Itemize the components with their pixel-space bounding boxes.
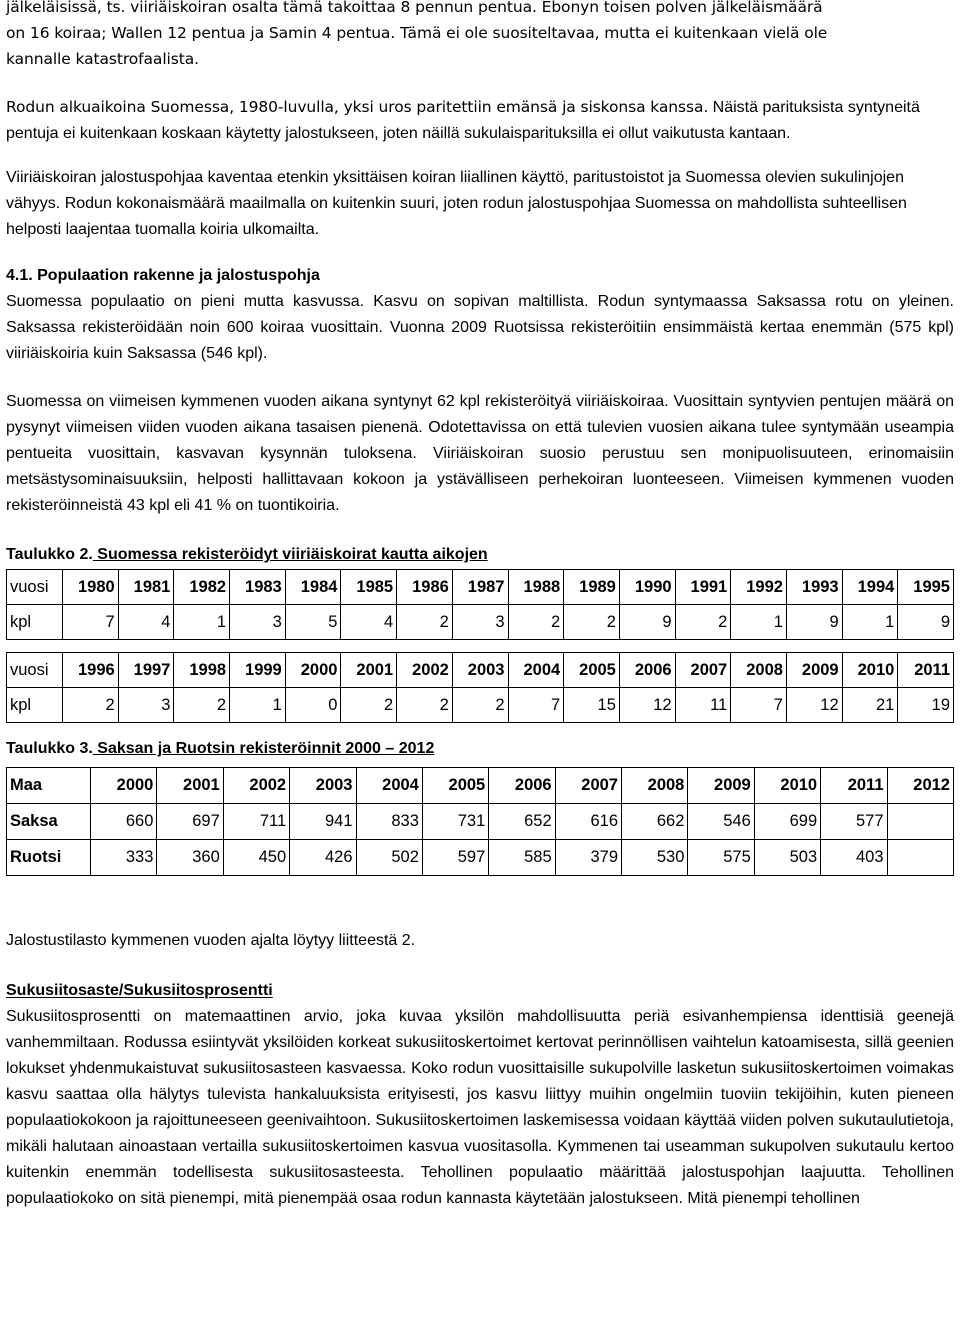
- year-cell: 2004: [356, 768, 422, 804]
- value-cell: 697: [157, 804, 223, 840]
- value-cell: 360: [157, 840, 223, 876]
- year-cell: 2004: [508, 653, 564, 688]
- year-cell: 1982: [174, 570, 230, 605]
- value-cell: 833: [356, 804, 422, 840]
- value-cell: 731: [422, 804, 488, 840]
- paragraph-populaatio: Suomessa populaatio on pieni mutta kasvussa. Kasvu on sopivan maltillista. Rodun syntymaassa Saksassa rotu on yleinen. Saksassa rekisteröidään noin 600 koiraa vuosittain. Vuonna 2009 Ruotsissa rekisteröitiin ensimmäistä kertaa enemmän (575 kpl) viiriäiskoiria kuin Saksassa (546 kpl).: [6, 293, 954, 362]
- year-cell: 1986: [397, 570, 453, 605]
- year-cell: 2011: [898, 653, 954, 688]
- year-cell: 2009: [786, 653, 842, 688]
- spacer: [6, 723, 954, 737]
- caption-title: Saksan ja Ruotsin rekisteröinnit 2000 – 2012: [92, 740, 435, 757]
- value-cell: 585: [489, 840, 555, 876]
- count-cell: 3: [452, 605, 508, 640]
- count-cell: 15: [564, 688, 620, 723]
- count-cell: 1: [842, 605, 898, 640]
- spacer: [6, 367, 954, 389]
- year-cell: 2006: [489, 768, 555, 804]
- count-cell: 2: [397, 688, 453, 723]
- count-cell: 11: [675, 688, 731, 723]
- table-row: [7, 605, 954, 640]
- value-cell: 426: [290, 840, 356, 876]
- table-row: [7, 768, 954, 804]
- row-label: Saksa: [7, 804, 91, 840]
- count-cell: 3: [230, 605, 286, 640]
- year-cell: 1981: [118, 570, 174, 605]
- section-heading-4-1: 4.1. Populaation rakenne ja jalostuspohja: [6, 267, 320, 284]
- year-cell: 2007: [555, 768, 621, 804]
- top-fragment: [6, 0, 954, 72]
- spacer: [6, 519, 954, 543]
- year-cell: 2010: [754, 768, 820, 804]
- value-cell: 546: [688, 804, 754, 840]
- year-cell: 2010: [842, 653, 898, 688]
- year-cell: 1988: [508, 570, 564, 605]
- spacer: [6, 72, 954, 94]
- table-2-block-2: [6, 652, 954, 723]
- year-cell: 1980: [63, 570, 119, 605]
- year-cell: 2007: [675, 653, 731, 688]
- count-cell: 2: [63, 688, 119, 723]
- year-cell: 1990: [619, 570, 675, 605]
- count-cell: 12: [619, 688, 675, 723]
- count-cell: 3: [118, 688, 174, 723]
- count-cell: 21: [842, 688, 898, 723]
- value-cell: 652: [489, 804, 555, 840]
- year-cell: 2003: [452, 653, 508, 688]
- spacer: [6, 147, 954, 165]
- row-label: vuosi: [7, 570, 63, 605]
- value-cell: 333: [91, 840, 157, 876]
- row-label: kpl: [7, 688, 63, 723]
- count-cell: 1: [230, 688, 286, 723]
- table-2-caption: [6, 543, 954, 567]
- value-cell: 699: [754, 804, 820, 840]
- year-cell: 1991: [675, 570, 731, 605]
- year-cell: 1992: [731, 570, 787, 605]
- year-cell: 2006: [619, 653, 675, 688]
- year-cell: 1994: [842, 570, 898, 605]
- count-cell: 1: [174, 605, 230, 640]
- text-line: on 16 koiraa; Wallen 12 pentua ja Samin 4 pentua. Tämä ei ole suositeltavaa, mutta ei kuitenkaan vielä ole: [6, 24, 828, 42]
- count-cell: 2: [564, 605, 620, 640]
- year-cell: 2012: [887, 768, 954, 804]
- year-cell: 2005: [564, 653, 620, 688]
- year-cell: 1999: [230, 653, 286, 688]
- count-cell: 2: [452, 688, 508, 723]
- count-cell: 2: [397, 605, 453, 640]
- value-cell: 403: [821, 840, 887, 876]
- table-row: [7, 804, 954, 840]
- year-cell: 2008: [622, 768, 688, 804]
- count-cell: 2: [341, 688, 397, 723]
- caption-prefix: Taulukko 3.: [6, 740, 93, 757]
- table-row: [7, 840, 954, 876]
- count-cell: 12: [786, 688, 842, 723]
- value-cell: 711: [223, 804, 289, 840]
- spacer: [6, 640, 954, 652]
- table-2-block-1: [6, 569, 954, 640]
- year-cell: 1998: [174, 653, 230, 688]
- value-cell: 450: [223, 840, 289, 876]
- spacer: [6, 243, 954, 263]
- paragraph-sukusiitos: Sukusiitosprosentti on matemaattinen arvio, joka kuvaa yksilön mahdollisuutta periä esivanhempiensa identtisiä geenejä vanhemmiltaan. Rodussa esiintyvät yksilöiden korkeat sukusiitoskertoimet kertovat perinnöllisen vaihtelun katoamisesta, sillä geenien lokukset yhdenmukaistuvat sukusiitosasteen kasvaessa. Koko rodun vuosittaisille sukupolville lasketun sukusiitoskertoimen voimakas kasvu saattaa olla hälytys tulevista hankaluuksista erityisesti, jos kasvu liittyy muihin ongelmiin tuoviin tekijöihin, kuten pieneen populaatiokokoon ja rajoittuneeseen geenivaihtoon. Sukusiitoskertoimen laskemisessa voidaan käyttää viiden polven sukutaulutietoja, mikäli halutaan ainoastaan vertailla sukusiitoskertoimen kasvua vuositasolla. Kymmenen tai useamman sukupolven sukutaulu kertoo kuitenkin enemmän todellisesta sukusiitosasteesta. Tehollinen populaatio määrittää jalostuspohjan laajuutta. Tehollinen populaatiokoko on sitä pienempi, mitä pienempää osaa rodun kannasta käytetään jalostukseen. Mitä pienempi tehollinen: [6, 1008, 954, 1207]
- spacer: [6, 954, 954, 978]
- year-cell: 2011: [821, 768, 887, 804]
- count-cell: 9: [786, 605, 842, 640]
- count-cell: 2: [675, 605, 731, 640]
- year-cell: 1984: [285, 570, 341, 605]
- year-cell: 2001: [157, 768, 223, 804]
- table-row: [7, 570, 954, 605]
- caption-title: Suomessa rekisteröidyt viiriäiskoirat kautta aikojen: [92, 546, 488, 563]
- row-label: kpl: [7, 605, 63, 640]
- year-cell: 2009: [688, 768, 754, 804]
- year-cell: 2002: [223, 768, 289, 804]
- count-cell: 7: [63, 605, 119, 640]
- count-cell: 4: [341, 605, 397, 640]
- row-label: Ruotsi: [7, 840, 91, 876]
- year-cell: 2000: [285, 653, 341, 688]
- paragraph-jalostuspohja: Viiriäiskoiran jalostuspohjaa kaventaa etenkin yksittäisen koiran liiallinen käyttö, paritustoistot ja Suomessa olevien sukulinjojen vähyys. Rodun kokonaismäärä maailmalla on kuitenkin suuri, joten rodun jalostuspohjaa Suomessa on mahdollista suhteellisen helposti laajentaa tuomalla koiria ulkomailta.: [6, 169, 907, 238]
- count-cell: 19: [898, 688, 954, 723]
- caption-prefix: Taulukko 2.: [6, 546, 93, 563]
- year-cell: 1989: [564, 570, 620, 605]
- year-cell: 1987: [452, 570, 508, 605]
- year-cell: 2005: [422, 768, 488, 804]
- count-cell: 5: [285, 605, 341, 640]
- table-3-caption: [6, 737, 954, 761]
- value-cell: [887, 804, 954, 840]
- table-row: [7, 653, 954, 688]
- value-cell: 662: [622, 804, 688, 840]
- value-cell: [887, 840, 954, 876]
- text-line: kannalle katastrofaalista.: [6, 50, 199, 68]
- year-cell: 2001: [341, 653, 397, 688]
- table-row: [7, 688, 954, 723]
- value-cell: 575: [688, 840, 754, 876]
- row-label: vuosi: [7, 653, 63, 688]
- year-cell: 1997: [118, 653, 174, 688]
- year-cell: 1993: [786, 570, 842, 605]
- text-line: jälkeläisissä, ts. viiriäiskoiran osalta tämä takoittaa 8 pennun pentua. Ebonyn toisen polven jälkeläismäärä: [6, 0, 823, 16]
- year-cell: 1985: [341, 570, 397, 605]
- value-cell: 379: [555, 840, 621, 876]
- year-cell: 2003: [290, 768, 356, 804]
- section-heading-sukusiitos: Sukusiitosaste/Sukusiitosprosentti: [6, 982, 273, 999]
- paragraph-rekisteroinnit: Suomessa on viimeisen kymmenen vuoden aikana syntynyt 62 kpl rekisteröityä viiriäiskoiraa. Vuosittain syntyvien pentujen määrä on pysynyt viimeisen viiden vuoden aikana tasaisen pienenä. Odotettavissa on että tulevien vuosien aikana tulee syntymään useampia pentueita vuosittain, kasvavan kysynnän tuloksena. Viiriäiskoiran suosio perustuu sen monipuolisuuteen, erinomaisiin metsästysominaisuuksiin, helposti hallittavaan kokoon ja ystävälliseen perhekoiran luonteeseen. Viimeisen kymmenen vuoden rekisteröinneistä 43 kpl eli 41 % on tuontikoiria.: [6, 393, 954, 514]
- year-cell: 2000: [91, 768, 157, 804]
- header-cell: Maa: [7, 768, 91, 804]
- count-cell: 2: [174, 688, 230, 723]
- count-cell: 0: [285, 688, 341, 723]
- value-cell: 616: [555, 804, 621, 840]
- value-cell: 660: [91, 804, 157, 840]
- spacer: [6, 876, 954, 928]
- paragraph-part: Rodun alkuaikoina Suomessa, 1980-luvulla, yksi uros paritettiin emänsä ja siskonsa kanssa.: [6, 98, 709, 116]
- value-cell: 530: [622, 840, 688, 876]
- year-cell: 1995: [898, 570, 954, 605]
- count-cell: 7: [731, 688, 787, 723]
- count-cell: 2: [508, 605, 564, 640]
- paragraph-part: Näistä parituksista syntyneitä pentuja ei kuitenkaan koskaan käytetty jalostukseen, joten näillä sukulaisparituksilla ei ollut vaikutusta kantaan.: [6, 99, 920, 142]
- year-cell: 2002: [397, 653, 453, 688]
- table-3: [6, 767, 954, 876]
- year-cell: 1996: [63, 653, 119, 688]
- value-cell: 502: [356, 840, 422, 876]
- count-cell: 4: [118, 605, 174, 640]
- value-cell: 577: [821, 804, 887, 840]
- paragraph-rodun-alku: [6, 94, 954, 147]
- count-cell: 7: [508, 688, 564, 723]
- year-cell: 2008: [731, 653, 787, 688]
- count-cell: 9: [898, 605, 954, 640]
- value-cell: 503: [754, 840, 820, 876]
- count-cell: 9: [619, 605, 675, 640]
- year-cell: 1983: [230, 570, 286, 605]
- appendix-note: Jalostustilasto kymmenen vuoden ajalta löytyy liitteestä 2.: [6, 932, 416, 949]
- value-cell: 597: [422, 840, 488, 876]
- count-cell: 1: [731, 605, 787, 640]
- value-cell: 941: [290, 804, 356, 840]
